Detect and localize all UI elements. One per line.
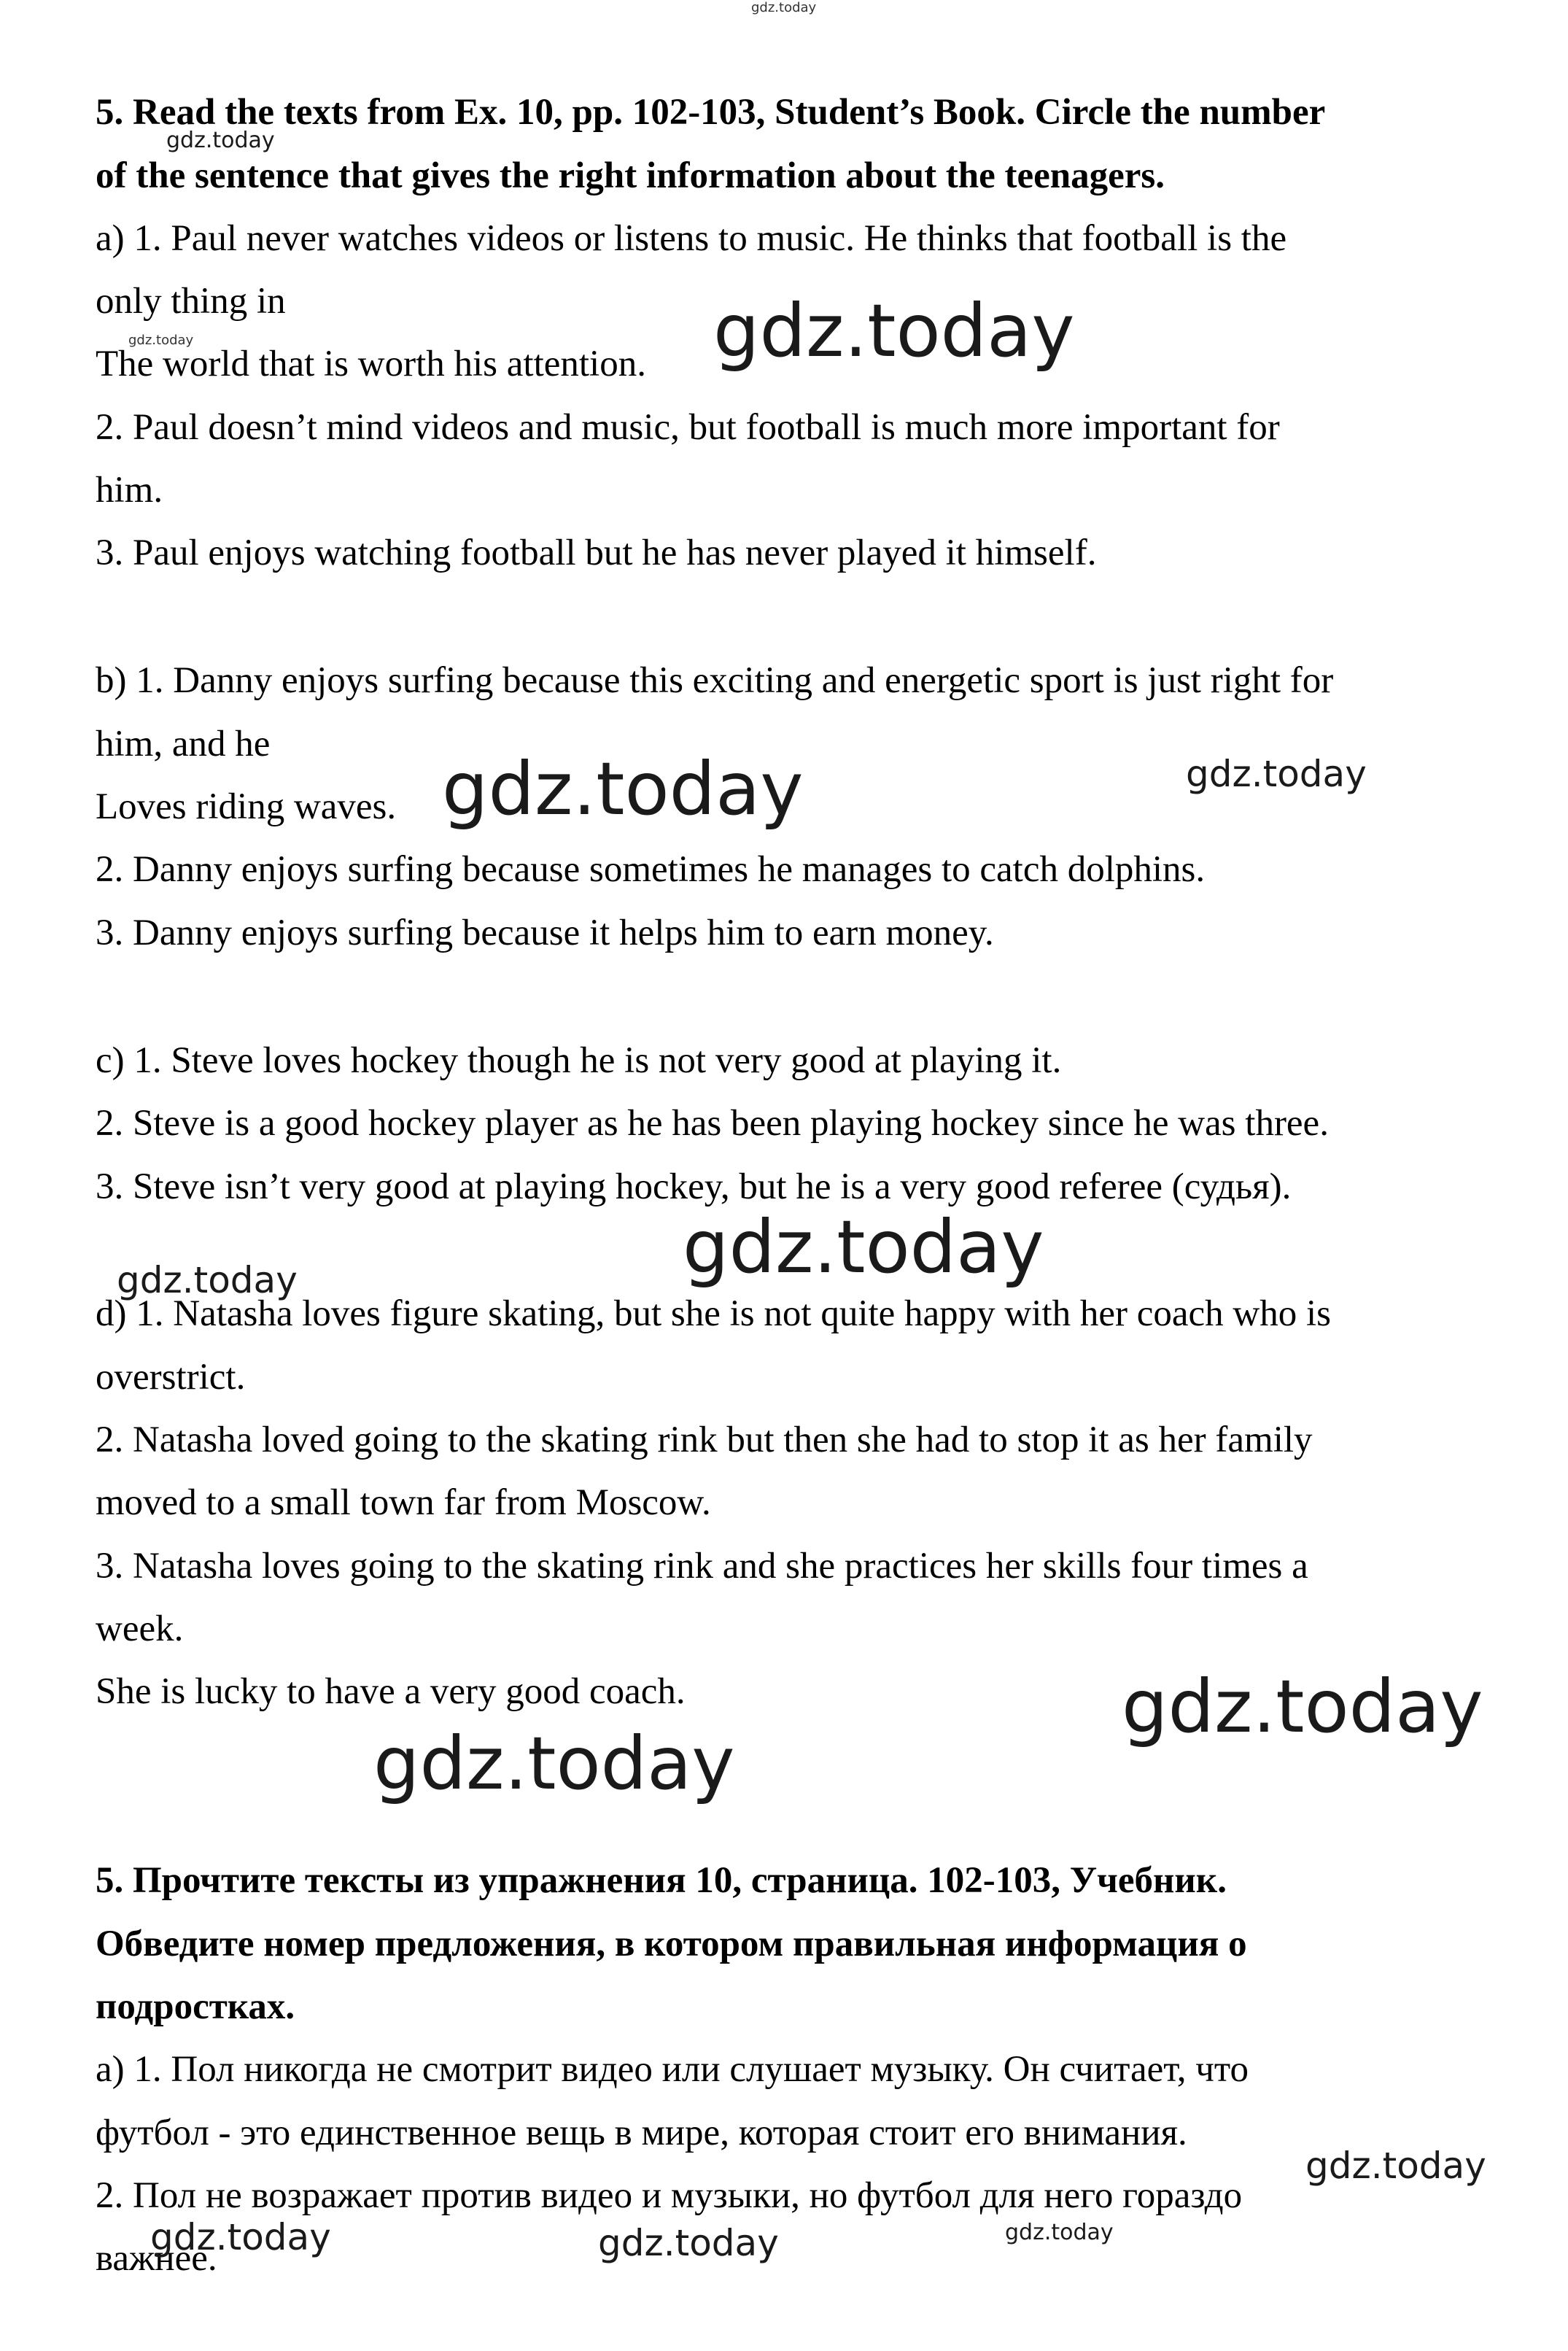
option-a1-cont2: The world that is worth his attention.: [96, 344, 646, 384]
option-d3-cont2: She is lucky to have a very good coach.: [96, 1671, 686, 1712]
option-ru-a2-cont: важнее.: [96, 2238, 217, 2279]
option-d1-cont: overstrict.: [96, 1357, 246, 1398]
task-heading-ru-line-2: Обведите номер предложения, в котором правильная информация о: [96, 1924, 1247, 1964]
option-ru-a1-cont: футбол - это единственное вещь в мире, которая стоит его внимания.: [96, 2112, 1187, 2153]
option-a3: 3. Paul enjoys watching football but he has never played it himself.: [96, 532, 1097, 573]
option-b1: b) 1. Danny enjoys surfing because this exciting and energetic sport is just right for: [96, 660, 1334, 701]
option-a1: a) 1. Paul never watches videos or listens to music. He thinks that football is the: [96, 218, 1287, 259]
option-b1-cont: him, and he: [96, 724, 271, 764]
watermark: gdz.today: [598, 2222, 779, 2264]
watermark: gdz.today: [373, 1721, 735, 1806]
watermark: gdz.today: [751, 0, 817, 15]
option-a2-cont: him.: [96, 470, 163, 511]
option-d2: 2. Natasha loved going to the skating rink but then she had to stop it as her family: [96, 1419, 1313, 1460]
option-d2-cont: moved to a small town far from Moscow.: [96, 1482, 711, 1523]
option-c3: 3. Steve isn’t very good at playing hockey, but he is a very good referee (судья).: [96, 1166, 1292, 1207]
option-b3: 3. Danny enjoys surfing because it helps him to earn money.: [96, 913, 994, 953]
option-ru-a2: 2. Пол не возражает против видео и музыки, но футбол для него гораздо: [96, 2175, 1243, 2216]
watermark: gdz.today: [150, 2216, 331, 2258]
option-c1: c) 1. Steve loves hockey though he is not very good at playing it.: [96, 1040, 1062, 1081]
option-d3-cont: week.: [96, 1608, 184, 1649]
watermark: gdz.today: [128, 333, 194, 348]
option-c2: 2. Steve is a good hockey player as he has been playing hockey since he was three.: [96, 1103, 1329, 1144]
task-heading-ru-line-1: 5. Прочтите тексты из упражнения 10, страница. 102-103, Учебник.: [96, 1860, 1227, 1901]
option-d1: d) 1. Natasha loves figure skating, but she is not quite happy with her coach who is: [96, 1293, 1331, 1334]
watermark: gdz.today: [1305, 2145, 1486, 2187]
task-heading-ru-line-3: подростках.: [96, 1986, 295, 2027]
watermark: gdz.today: [713, 288, 1075, 373]
watermark: gdz.today: [1186, 753, 1367, 795]
task-heading-line-2: of the sentence that gives the right information about the teenagers.: [96, 155, 1165, 196]
option-d3: 3. Natasha loves going to the skating rink and she practices her skills four times a: [96, 1546, 1308, 1587]
watermark: gdz.today: [442, 746, 804, 832]
option-a1-cont: only thing in: [96, 281, 286, 322]
option-ru-a1: а) 1. Пол никогда не смотрит видео или слушает музыку. Он считает, что: [96, 2049, 1249, 2090]
watermark: gdz.today: [117, 1259, 298, 1301]
option-b1-cont2: Loves riding waves.: [96, 786, 397, 827]
task-heading-line-1: 5. Read the texts from Ex. 10, pp. 102-103, Student’s Book. Circle the number: [96, 92, 1326, 133]
watermark: gdz.today: [1122, 1664, 1483, 1749]
watermark: gdz.today: [683, 1204, 1044, 1290]
watermark: gdz.today: [1005, 2220, 1114, 2245]
option-a2: 2. Paul doesn’t mind videos and music, but football is much more important for: [96, 407, 1280, 448]
watermark: gdz.today: [166, 128, 275, 153]
option-b2: 2. Danny enjoys surfing because sometimes he manages to catch dolphins.: [96, 849, 1206, 890]
